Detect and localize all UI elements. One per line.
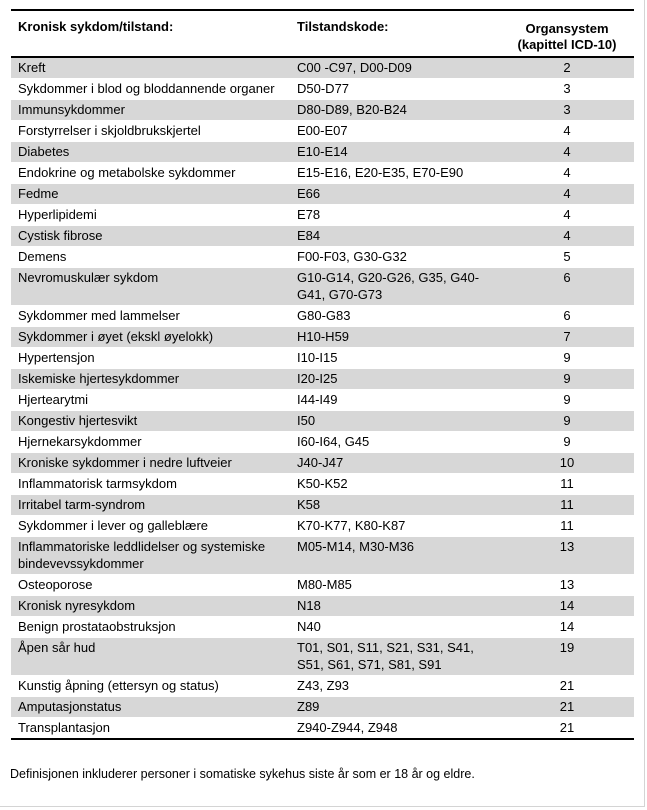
table-row bbox=[11, 327, 634, 348]
cell-organ-system: 11 bbox=[500, 516, 634, 537]
cell-code: K70-K77, K80-K87 bbox=[290, 516, 500, 537]
cell-organ-system: 19 bbox=[500, 638, 634, 676]
cell-organ-system: 4 bbox=[500, 226, 634, 247]
cell-condition: Immunsykdommer bbox=[11, 100, 290, 121]
cell-code: E84 bbox=[290, 226, 500, 247]
cell-organ-system: 4 bbox=[500, 163, 634, 184]
cell-condition: Sykdommer med lammelser bbox=[11, 306, 290, 327]
cell-code: K58 bbox=[290, 495, 500, 516]
table-row bbox=[11, 617, 634, 638]
cell-code: M05-M14, M30-M36 bbox=[290, 537, 500, 575]
cell-organ-system: 7 bbox=[500, 327, 634, 348]
cell-condition: Osteoporose bbox=[11, 575, 290, 596]
cell-condition: Åpen sår hud bbox=[11, 638, 290, 676]
cell-condition: Inflammatoriske leddlidelser og systemiske bindevevssykdommer bbox=[11, 537, 290, 575]
cell-condition: Kronisk nyresykdom bbox=[11, 596, 290, 617]
cell-condition: Fedme bbox=[11, 184, 290, 205]
table-row bbox=[11, 596, 634, 617]
cell-organ-system: 11 bbox=[500, 474, 634, 495]
cell-code: G80-G83 bbox=[290, 306, 500, 327]
cell-code: N18 bbox=[290, 596, 500, 617]
cell-organ-system: 11 bbox=[500, 495, 634, 516]
cell-condition: Amputasjonstatus bbox=[11, 697, 290, 718]
cell-code: T01, S01, S11, S21, S31, S41, S51, S61, S71, S81, S91 bbox=[290, 638, 500, 676]
cell-organ-system: 2 bbox=[500, 57, 634, 79]
cell-code: I10-I15 bbox=[290, 348, 500, 369]
cell-code: E78 bbox=[290, 205, 500, 226]
cell-condition: Diabetes bbox=[11, 142, 290, 163]
cell-code: I20-I25 bbox=[290, 369, 500, 390]
cell-condition: Sykdommer i blod og bloddannende organer bbox=[11, 79, 290, 100]
cell-organ-system: 4 bbox=[500, 121, 634, 142]
cell-organ-system: 13 bbox=[500, 575, 634, 596]
table-row bbox=[11, 184, 634, 205]
cell-code: N40 bbox=[290, 617, 500, 638]
cell-organ-system: 3 bbox=[500, 79, 634, 100]
table-row bbox=[11, 453, 634, 474]
table-row bbox=[11, 369, 634, 390]
header-organ-system bbox=[500, 10, 634, 57]
header-organ-line2: (kapittel ICD-10) bbox=[517, 37, 617, 52]
table-row bbox=[11, 676, 634, 697]
table-row bbox=[11, 390, 634, 411]
table-row bbox=[11, 495, 634, 516]
cell-code: I44-I49 bbox=[290, 390, 500, 411]
header-organ-line1: Organsystem bbox=[525, 21, 609, 36]
table-header-row bbox=[11, 10, 634, 57]
cell-code: E00-E07 bbox=[290, 121, 500, 142]
cell-code: Z43, Z93 bbox=[290, 676, 500, 697]
cell-organ-system: 10 bbox=[500, 453, 634, 474]
cell-condition: Nevromuskulær sykdom bbox=[11, 268, 290, 306]
cell-organ-system: 9 bbox=[500, 390, 634, 411]
table-row bbox=[11, 142, 634, 163]
table-row bbox=[11, 247, 634, 268]
cell-condition: Demens bbox=[11, 247, 290, 268]
table-row bbox=[11, 57, 634, 79]
cell-code: C00 -C97, D00-D09 bbox=[290, 57, 500, 79]
cell-organ-system: 21 bbox=[500, 697, 634, 718]
cell-code: F00-F03, G30-G32 bbox=[290, 247, 500, 268]
table-row bbox=[11, 226, 634, 247]
cell-organ-system: 9 bbox=[500, 411, 634, 432]
cell-code: I50 bbox=[290, 411, 500, 432]
table-row bbox=[11, 79, 634, 100]
cell-condition: Forstyrrelser i skjoldbrukskjertel bbox=[11, 121, 290, 142]
table-row bbox=[11, 638, 634, 676]
cell-condition: Benign prostataobstruksjon bbox=[11, 617, 290, 638]
table-row bbox=[11, 718, 634, 740]
cell-organ-system: 3 bbox=[500, 100, 634, 121]
table-row bbox=[11, 100, 634, 121]
cell-condition: Irritabel tarm-syndrom bbox=[11, 495, 290, 516]
cell-condition: Sykdommer i øyet (ekskl øyelokk) bbox=[11, 327, 290, 348]
cell-condition: Kongestiv hjertesvikt bbox=[11, 411, 290, 432]
footnote: Definisjonen inkluderer personer i somatiske sykehus siste år som er 18 år og eldre. bbox=[10, 767, 475, 781]
table-row bbox=[11, 537, 634, 575]
table-row bbox=[11, 575, 634, 596]
cell-code: M80-M85 bbox=[290, 575, 500, 596]
table-row bbox=[11, 348, 634, 369]
table-row bbox=[11, 121, 634, 142]
cell-condition: Hyperlipidemi bbox=[11, 205, 290, 226]
cell-organ-system: 9 bbox=[500, 432, 634, 453]
cell-organ-system: 9 bbox=[500, 348, 634, 369]
cell-condition: Kunstig åpning (ettersyn og status) bbox=[11, 676, 290, 697]
cell-condition: Sykdommer i lever og galleblære bbox=[11, 516, 290, 537]
table-row bbox=[11, 205, 634, 226]
cell-code: E66 bbox=[290, 184, 500, 205]
cell-code: I60-I64, G45 bbox=[290, 432, 500, 453]
table-body bbox=[11, 57, 634, 739]
table-row bbox=[11, 163, 634, 184]
cell-code: G10-G14, G20-G26, G35, G40-G41, G70-G73 bbox=[290, 268, 500, 306]
cell-organ-system: 4 bbox=[500, 184, 634, 205]
cell-organ-system: 6 bbox=[500, 306, 634, 327]
header-code: Tilstandskode: bbox=[290, 10, 500, 57]
cell-organ-system: 5 bbox=[500, 247, 634, 268]
cell-organ-system: 4 bbox=[500, 142, 634, 163]
cell-organ-system: 4 bbox=[500, 205, 634, 226]
cell-condition: Hypertensjon bbox=[11, 348, 290, 369]
header-condition: Kronisk sykdom/tilstand: bbox=[11, 10, 290, 57]
cell-condition: Hjertearytmi bbox=[11, 390, 290, 411]
cell-condition: Kroniske sykdommer i nedre luftveier bbox=[11, 453, 290, 474]
cell-organ-system: 21 bbox=[500, 718, 634, 740]
cell-organ-system: 9 bbox=[500, 369, 634, 390]
cell-code: J40-J47 bbox=[290, 453, 500, 474]
cell-organ-system: 6 bbox=[500, 268, 634, 306]
cell-condition: Hjernekarsykdommer bbox=[11, 432, 290, 453]
cell-code: H10-H59 bbox=[290, 327, 500, 348]
cell-code: Z940-Z944, Z948 bbox=[290, 718, 500, 740]
table-row bbox=[11, 306, 634, 327]
table-row bbox=[11, 474, 634, 495]
table-row bbox=[11, 697, 634, 718]
cell-organ-system: 21 bbox=[500, 676, 634, 697]
cell-condition: Endokrine og metabolske sykdommer bbox=[11, 163, 290, 184]
cell-code: E15-E16, E20-E35, E70-E90 bbox=[290, 163, 500, 184]
table-row bbox=[11, 268, 634, 306]
cell-organ-system: 13 bbox=[500, 537, 634, 575]
cell-condition: Inflammatorisk tarmsykdom bbox=[11, 474, 290, 495]
cell-code: Z89 bbox=[290, 697, 500, 718]
cell-organ-system: 14 bbox=[500, 596, 634, 617]
cell-condition: Cystisk fibrose bbox=[11, 226, 290, 247]
cell-code: K50-K52 bbox=[290, 474, 500, 495]
cell-condition: Transplantasjon bbox=[11, 718, 290, 740]
table-row bbox=[11, 516, 634, 537]
cell-code: E10-E14 bbox=[290, 142, 500, 163]
cell-organ-system: 14 bbox=[500, 617, 634, 638]
table-row bbox=[11, 411, 634, 432]
table-row bbox=[11, 432, 634, 453]
chronic-conditions-table bbox=[11, 9, 634, 740]
cell-condition: Iskemiske hjertesykdommer bbox=[11, 369, 290, 390]
cell-code: D50-D77 bbox=[290, 79, 500, 100]
cell-condition: Kreft bbox=[11, 57, 290, 79]
cell-code: D80-D89, B20-B24 bbox=[290, 100, 500, 121]
